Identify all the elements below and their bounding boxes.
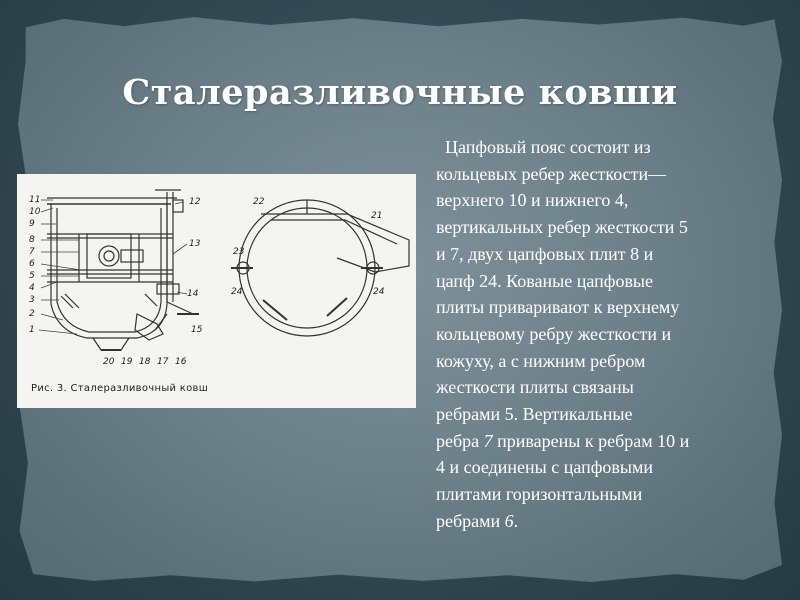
label-8: 8 — [29, 235, 35, 245]
ladle-drawing-figure — [17, 174, 416, 408]
label-23: 23 — [233, 247, 245, 257]
text-line: жесткости плиты связаны — [436, 377, 634, 398]
text-fragment: приварены к ребрам 10 и — [492, 430, 690, 451]
ladle-drawing — [17, 174, 416, 408]
label-24-left: 24 — [231, 287, 243, 297]
text-line: и 7, двух цапфовых плит 8 и — [436, 243, 654, 264]
label-18: 18 — [139, 357, 151, 367]
text-fragment: ребра — [436, 430, 484, 451]
label-11: 11 — [29, 195, 41, 205]
text-line: кожуху, а с нижним ребром — [436, 350, 646, 371]
text-line: вертикальных ребер жесткости 5 — [436, 217, 688, 238]
ladle-section-view — [47, 190, 199, 350]
slide-title: Сталеразливочные ковши — [122, 72, 678, 113]
text-italic-number: 7 — [483, 430, 493, 451]
text-line: ребрами 5. Вертикальные — [436, 404, 633, 425]
label-14: 14 — [187, 289, 199, 299]
label-2: 2 — [29, 309, 35, 319]
label-6: 6 — [29, 259, 35, 269]
text-italic-number: 6 — [504, 510, 514, 531]
label-22: 22 — [253, 197, 265, 207]
label-13: 13 — [189, 239, 201, 249]
label-15: 15 — [191, 325, 203, 335]
label-12: 12 — [189, 197, 201, 207]
figure-caption: Рис. 3. Сталеразливочный ковш — [31, 383, 209, 394]
text-line: кольцевых ребер жесткости— — [436, 163, 667, 184]
label-9: 9 — [29, 219, 35, 229]
text-fragment: ребрами — [436, 510, 505, 531]
label-16: 16 — [175, 357, 187, 367]
text-line: цапф 24. Кованые цапфовые — [436, 270, 654, 291]
text-line: Цапфовый пояс состоит из — [445, 137, 651, 157]
label-4: 4 — [29, 283, 35, 293]
label-7: 7 — [29, 247, 35, 257]
text-line — [436, 428, 766, 455]
label-24-right: 24 — [373, 287, 385, 297]
text-line: 4 и соединены с цапфовыми — [436, 457, 654, 478]
label-21: 21 — [371, 211, 383, 221]
text-line: плиты приваривают к верхнему — [436, 297, 680, 318]
text-line: плитами горизонтальными — [436, 484, 643, 505]
body-paragraph — [436, 134, 766, 535]
label-10: 10 — [29, 207, 41, 217]
label-17: 17 — [157, 357, 169, 367]
label-19: 19 — [121, 357, 133, 367]
text-line: верхнего 10 и нижнего 4, — [436, 190, 629, 211]
label-5: 5 — [29, 271, 35, 281]
label-1: 1 — [29, 325, 35, 335]
text-line: кольцевому ребру жесткости и — [436, 323, 672, 344]
label-3: 3 — [29, 295, 35, 305]
text-line — [436, 508, 766, 535]
text-fragment: . — [513, 510, 519, 531]
label-20: 20 — [103, 357, 115, 367]
